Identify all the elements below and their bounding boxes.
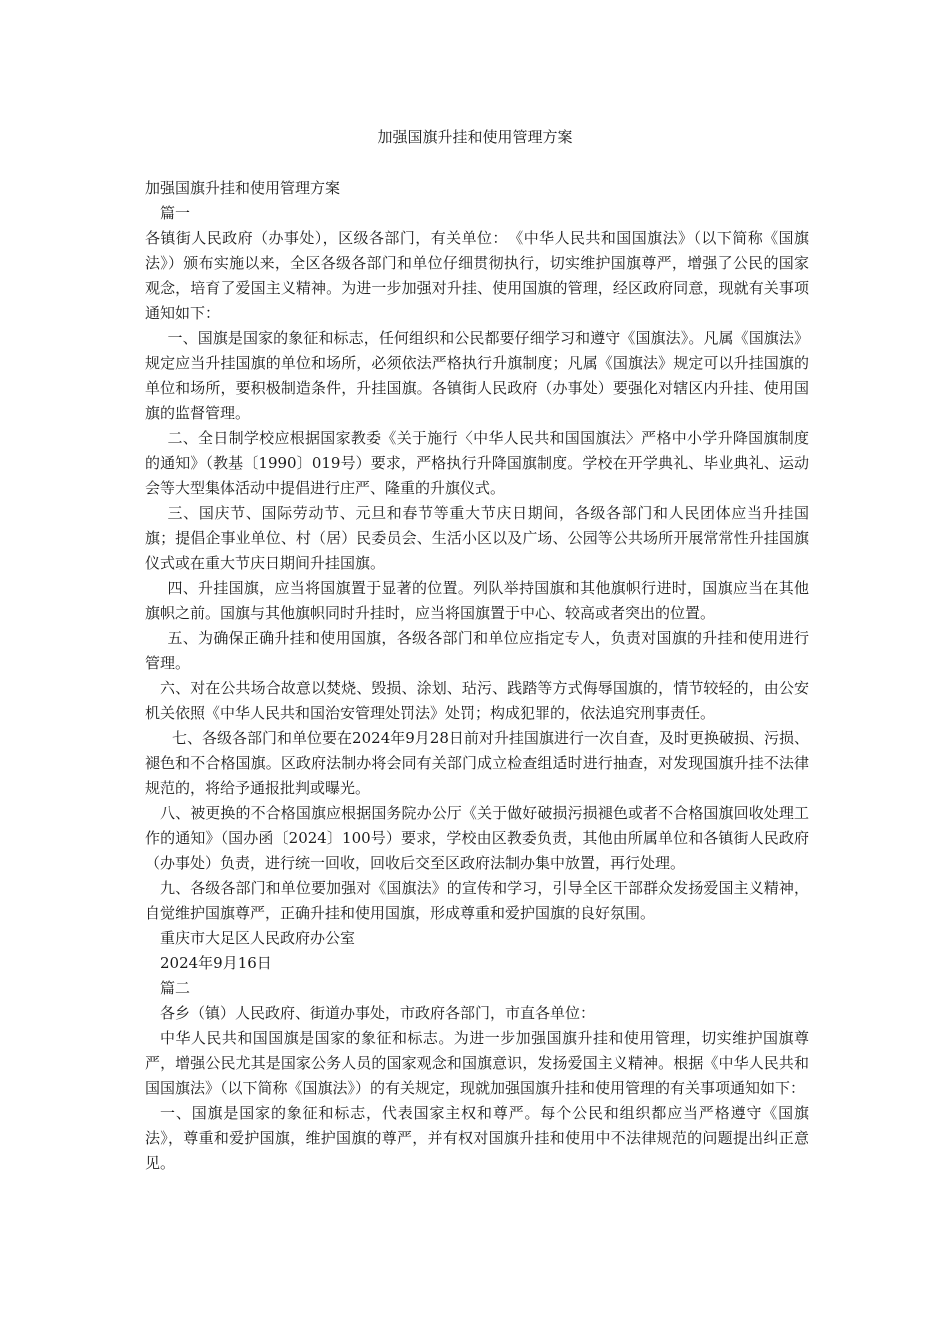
paragraph: 九、各级各部门和单位要加强对《国旗法》的宣传和学习，引导全区干部群众发扬爱国主义精神，自觉维护国旗尊严，正确升挂和使用国旗，形成尊重和爱护国旗的良好氛围。 xyxy=(145,879,809,922)
paragraph: 二、全日制学校应根据国家教委《关于施行〈中华人民共和国国旗法〉严格中小学升降国旗制度的通知》（教基〔1990〕019号）要求，严格执行升降国旗制度。学校在开学典礼、毕业典礼、运动会等大型集体活动中提倡进行庄严、隆重的升旗仪式。 xyxy=(145,429,809,497)
paragraph: 2024年9月16日 xyxy=(160,954,272,972)
paragraph: 中华人民共和国国旗是国家的象征和标志。为进一步加强国旗升挂和使用管理，切实维护国旗尊严，增强公民尤其是国家公务人员的国家观念和国旗意识，发扬爱国主义精神。根据《中华人民共和国国旗法》（以下简称《国旗法》）的有关规定，现就加强国旗升挂和使用管理的有关事项通知如下： xyxy=(145,1029,809,1097)
paragraph: 三、国庆节、国际劳动节、元旦和春节等重大节庆日期间，各级各部门和人民团体应当升挂国旗；提倡企事业单位、村（居）民委员会、生活小区以及广场、公园等公共场所开展常常性升挂国旗仪式或在重大节庆日期间升挂国旗。 xyxy=(145,504,809,572)
paragraph: 加强国旗升挂和使用管理方案 xyxy=(145,179,341,197)
paragraph: 篇二 xyxy=(160,979,191,997)
paragraph: 四、升挂国旗，应当将国旗置于显著的位置。列队举持国旗和其他旗帜行进时，国旗应当在其他旗帜之前。国旗与其他旗帜同时升挂时，应当将国旗置于中心、较高或者突出的位置。 xyxy=(145,579,809,622)
paragraph: 一、国旗是国家的象征和标志，任何组织和公民都要仔细学习和遵守《国旗法》。凡属《国旗法》规定应当升挂国旗的单位和场所，必须依法严格执行升旗制度；凡属《国旗法》规定可以升挂国旗的单位和场所，要积极制造条件，升挂国旗。各镇街人民政府（办事处）要强化对辖区内升挂、使用国旗的监督管理。 xyxy=(145,329,809,422)
page-title: 加强国旗升挂和使用管理方案 xyxy=(377,128,573,146)
paragraph: 八、被更换的不合格国旗应根据国务院办公厅《关于做好破损污损褪色或者不合格国旗回收处理工作的通知》（国办函〔2024〕100号）要求，学校由区教委负责，其他由所属单位和各镇街人民政府（办事处）负责，进行统一回收，回收后交至区政府法制办集中放置，再行处理。 xyxy=(145,804,809,872)
paragraph: 各乡（镇）人民政府、街道办事处，市政府各部门，市直各单位： xyxy=(160,1004,596,1022)
paragraph: 重庆市大足区人民政府办公室 xyxy=(160,929,356,947)
paragraph: 各镇街人民政府（办事处），区级各部门，有关单位： 《中华人民共和国国旗法》（以下简称《国旗法》）颁布实施以来，全区各级各部门和单位仔细贯彻执行，切实维护国旗尊严，增强了公民的国家观念，培育了爱国主义精神。为进一步加强对升挂、使用国旗的管理，经区政府同意，现就有关事项通知如下： xyxy=(145,229,809,322)
paragraph: 篇一 xyxy=(160,204,191,222)
paragraph: 六、对在公共场合故意以焚烧、毁损、涂划、玷污、践踏等方式侮辱国旗的，情节较轻的，由公安机关依照《中华人民共和国治安管理处罚法》处罚；构成犯罪的，依法追究刑事责任。 xyxy=(145,679,809,722)
paragraph: 七、各级各部门和单位要在2024年9月28日前对升挂国旗进行一次自查，及时更换破损、污损、褪色和不合格国旗。区政府法制办将会同有关部门成立检查组适时进行抽查，对发现国旗升挂不法律规范的，将给予通报批判或曝光。 xyxy=(145,729,809,797)
paragraph: 一、国旗是国家的象征和标志，代表国家主权和尊严。每个公民和组织都应当严格遵守《国旗法》，尊重和爱护国旗，维护国旗的尊严，并有权对国旗升挂和使用中不法律规范的问题提出纠正意见。 xyxy=(145,1104,809,1172)
document-body xyxy=(145,176,809,1176)
paragraph: 五、为确保正确升挂和使用国旗，各级各部门和单位应指定专人，负责对国旗的升挂和使用进行管理。 xyxy=(145,629,809,672)
